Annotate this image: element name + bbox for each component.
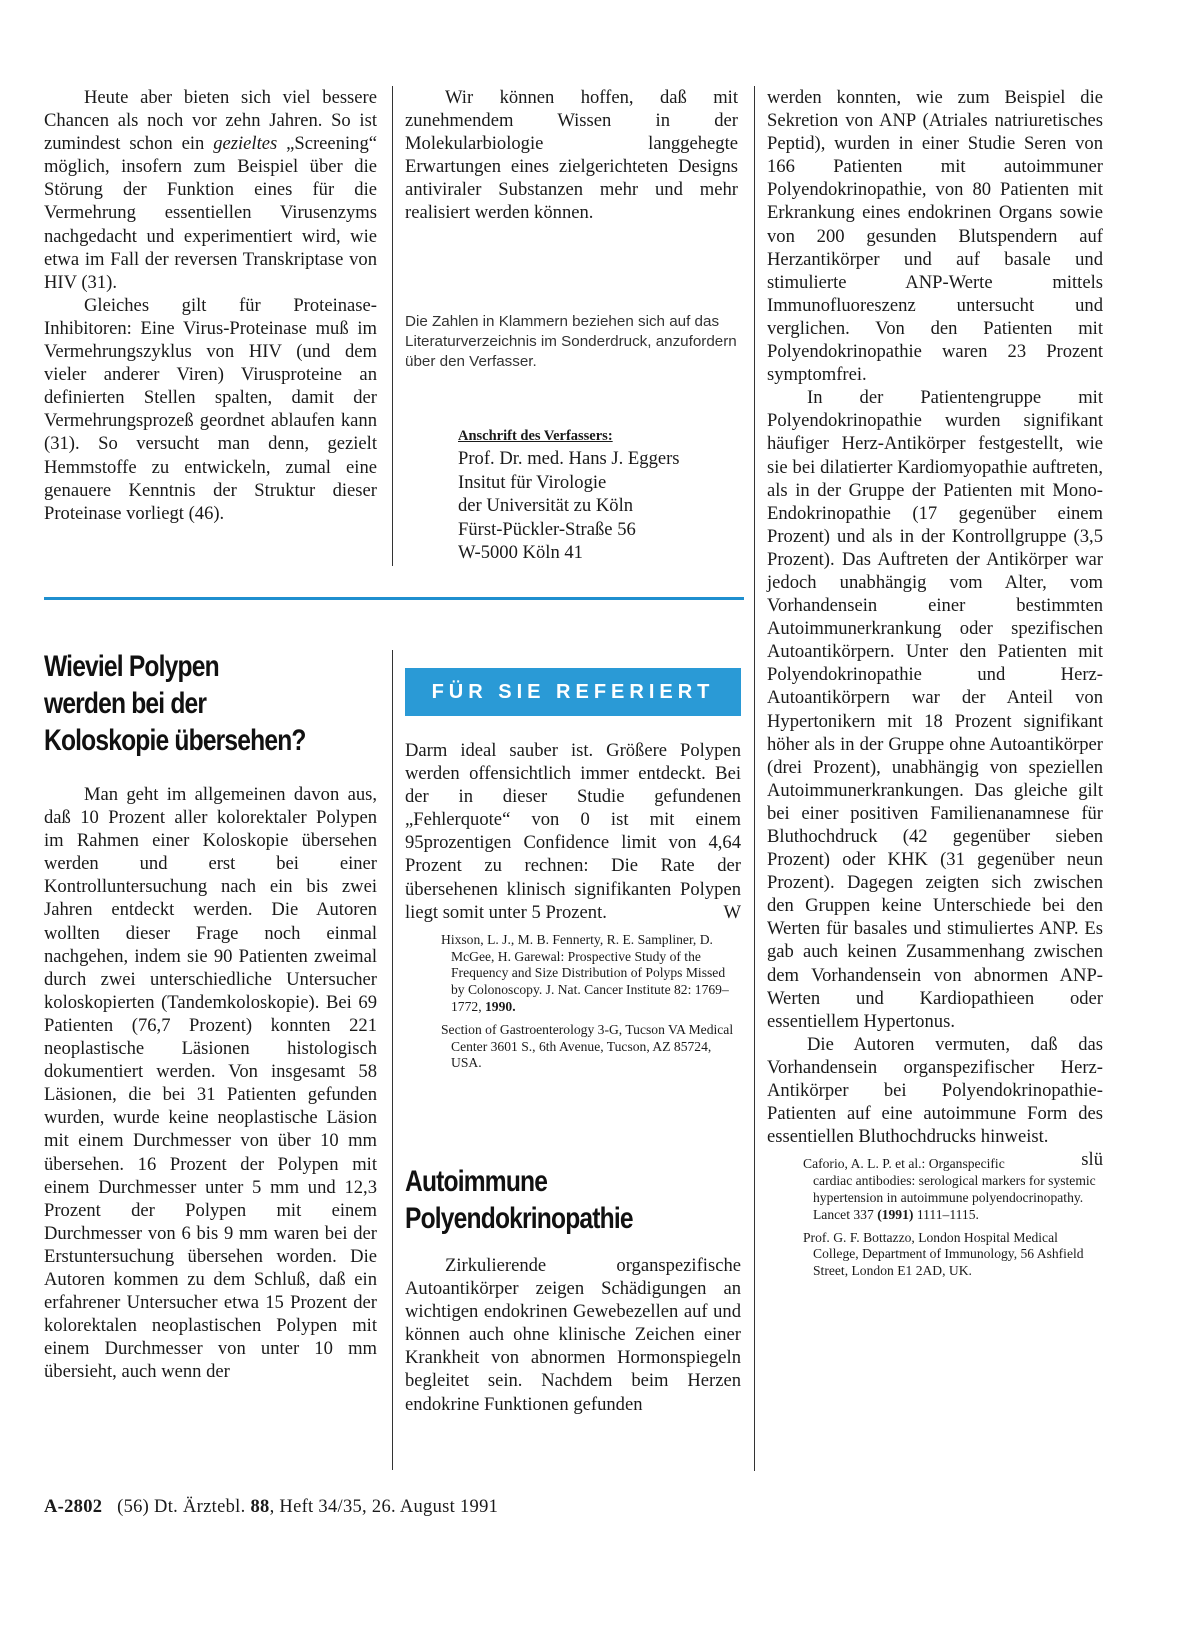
polyp-article-body-continued bbox=[405, 739, 741, 1072]
paragraph: Zirkulierende organspezifische Autoantikörper zeigen Schädigungen an wichtigen endokrinen Gewebezellen auf und können auch ohne klinische Zeichen einer Krankheit von abnormen Hormonspiegeln begleitet sein. Nachdem beim Herzen endokrine Funktionen gefunden bbox=[405, 1255, 741, 1415]
paragraph: In der Patientengruppe mit Polyendokrinopathie wurden signifikant häufiger Herz-Antikörper festgestellt, wie sie bei dilatierter Kardiomyopathie auftreten, als in der Gruppe der Patienten mit Mono-Endokrinopathie (17 gegenüber einem Prozent) und als in der Kontrollgruppe (3,5 Prozent). Das Auftreten der Antikörper war jedoch unabhängig vom Alter, vom Vorhandensein einer bestimmten Autoimmunerkrankung oder spezifischen Autoantikörpern. Unter den Patienten mit Polyendokrinopathie und Herz-Autoantikörpern war der Anteil von Hypertonikern mit 18 Prozent signifikant höher als in der Gruppe ohne Autoantikörper (drei Prozent), unabhängig von speziellen Autoimmunerkrankungen. Das gleiche gilt bei einer positiven Familienanamnese für Bluthochdruck (42 gegenüber sieben Prozent) oder KHK (31 gegenüber neun Prozent). Dagegen zeigten sich zwischen den Gruppen keine Unterschiede bei den Werten für basales und stimuliertes ANP. Es gab auch keinen Zusammenhang zwischen dem Vorhandensein von abnormen ANP-Werten und Kardiopathieen oder essentiellem Hypertonus. bbox=[767, 387, 1103, 1032]
paragraph: Wir können hoffen, daß mit zunehmendem Wissen in der Molekularbiologie langgehegte Erwartungen eines zielgerichteten Designs antiviraler Substanzen mehr und mehr realisiert werden können. bbox=[405, 87, 738, 224]
article-continuation-column-2 bbox=[405, 86, 738, 225]
paragraph: Die Autoren vermuten, daß das Vorhandensein organspezifischer Herz-Antikörper bei Polyendokrinopathie-Patienten auf eine autoimmune Form des essentiellen Bluthochdrucks hinweist. slü bbox=[767, 1033, 1103, 1171]
article-headline: Wieviel Polypen werden bei der Koloskopie übersehen? bbox=[44, 650, 306, 757]
autoimmune-article-body-continued bbox=[767, 86, 1103, 1280]
author-address bbox=[458, 425, 748, 565]
polyp-article-body bbox=[44, 783, 377, 1383]
column-divider bbox=[392, 650, 393, 1470]
reference-contact: Section of Gastroenterology 3-G, Tucson VA Medical Center 3601 S., 6th Avenue, Tucson, AZ 85724, USA. bbox=[441, 1021, 734, 1071]
reference: Caforio, A. L. P. et al.: Organspecific cardiac antibodies: serological markers for systemic hypertension in autoimmune polyendocrinopathy. Lancet 337 (1991) 1111–1115. bbox=[803, 1156, 1096, 1222]
reference: Hixson, L. J., M. B. Fennerty, R. E. Sampliner, D. McGee, H. Garewal: Prospective Study of the Frequency and Size Distribution of Polyps Missed by Colonoscopy. J. Nat. Cancer Institute 82: 1769–1772, 1990. bbox=[441, 931, 729, 1014]
author-signature: slü bbox=[1081, 1149, 1103, 1171]
reference-contact: Prof. G. F. Bottazzo, London Hospital Medical College, Department of Immunology, 56 Ashfield Street, London E1 2AD, UK. bbox=[803, 1229, 1084, 1279]
paragraph: werden konnten, wie zum Beispiel die Sekretion von ANP (Atriales natriuretisches Peptid), wurden in einer Studie Seren von 166 Patienten mit autoimmuner Polyendokrinopathie, von 80 Patienten mit Erkrankung eines endokrinen Organs sowie von 200 gesunden Blutspendern auf Herzantikörper und auf basale und stimulierte ANP-Werte mittels Immunofluoreszenz untersucht und verglichen. Von den Patienten mit Polyendokrinopathie waren 23 Prozent symptomfrei. bbox=[767, 87, 1103, 386]
address-line: W-5000 Köln 41 bbox=[458, 542, 583, 563]
column-divider bbox=[754, 86, 755, 1471]
paragraph: Man geht im allgemeinen davon aus, daß 10 Prozent aller kolorektaler Polypen im Rahmen einer Koloskopie übersehen werden und erst bei einer Kontrolluntersuchung nach ein bis zwei Jahren entdeckt werden. Die Autoren wollten dieser Frage noch einmal nachgehen, indem sie 90 Patienten zweimal durch zwei unterschiedliche Untersucher koloskopierten (Tandemkoloskopie). Bei 69 Patienten (76,7 Prozent) konnten 221 neoplastische Läsionen histologisch dokumentiert werden. Von insgesamt 58 Läsionen, die bei 31 Patienten gefunden wurden, wurde keine neoplastische Läsion mit einem Durchmesser von über 10 mm übersehen. 16 Prozent der Polypen mit einem Durchmesser unter 5 mm und 12,3 Prozent der Polypen mit einem Durchmesser von 6 bis 9 mm waren bei der Erstuntersuchung übersehen worden. Die Autoren kommen zu dem Schluß, daß ein erfahrener Untersucher etwa 15 Prozent der kolorektalen neoplastischen Polypen mit einem Durchmesser von unter 10 mm übersieht, auch wenn der bbox=[44, 784, 377, 1383]
page-footer: A-2802 (56) Dt. Ärztebl. 88, Heft 34/35, 26. August 1991 bbox=[44, 1497, 499, 1517]
author-signature: W bbox=[723, 901, 741, 923]
address-line: Insitut für Virologie bbox=[458, 471, 607, 493]
footnote: Die Zahlen in Klammern beziehen sich auf das Literaturverzeichnis im Sonderdruck, anzufordern über den Verfasser. bbox=[405, 313, 737, 370]
column-divider bbox=[392, 86, 393, 566]
address-line: Fürst-Pückler-Straße 56 bbox=[458, 518, 636, 540]
paragraph: Darm ideal sauber ist. Größere Polypen werden offensichtlich immer entdeckt. Bei der in dieser Studie gefundenen „Fehlerquote“ von 0 ist mit einem 95prozentigen Confidence limit von 4,64 Prozent zu rechnen: Die Rate der übersehenen klinisch signifikanten Polypen liegt somit unter 5 Prozent. W bbox=[405, 740, 741, 923]
autoimmune-article-body bbox=[405, 1254, 741, 1416]
section-banner: FÜR SIE REFERIERT bbox=[405, 668, 741, 716]
paragraph: Heute aber bieten sich viel bessere Chancen als noch vor zehn Jahren. So ist zumindest schon ein gezieltes „Screening“ möglich, insofern zum Beispiel über die Störung der Funktion eines für die Vermehrung essentiellen Virusenzyms nachgedacht und experimentiert wird, wie etwa im Fall der reversen Transkriptase von HIV (31). bbox=[44, 87, 377, 293]
address-line: Prof. Dr. med. Hans J. Eggers bbox=[458, 448, 680, 469]
article-headline: Autoimmune Polyendokrinopathie bbox=[405, 1165, 633, 1235]
address-line: der Universität zu Köln bbox=[458, 495, 634, 516]
section-divider bbox=[44, 597, 744, 600]
page-number: A-2802 bbox=[44, 1497, 103, 1517]
address-label: Anschrift des Verfassers: bbox=[458, 428, 613, 444]
article-continuation-column-1 bbox=[44, 86, 377, 525]
paragraph: Gleiches gilt für Proteinase-Inhibitoren: Eine Virus-Proteinase muß im Vermehrungszyklus von HIV (und dem vieler anderer Viren) Virusproteine an definierten Stellen spalten, damit der Vermehrungsprozeß geordnet ablaufen kann (31). So versucht man denn, gezielt Hemmstoffe zu entwickeln, zumal eine genauere Kenntnis der Struktur dieser Proteinase vorliegt (46). bbox=[44, 294, 377, 524]
